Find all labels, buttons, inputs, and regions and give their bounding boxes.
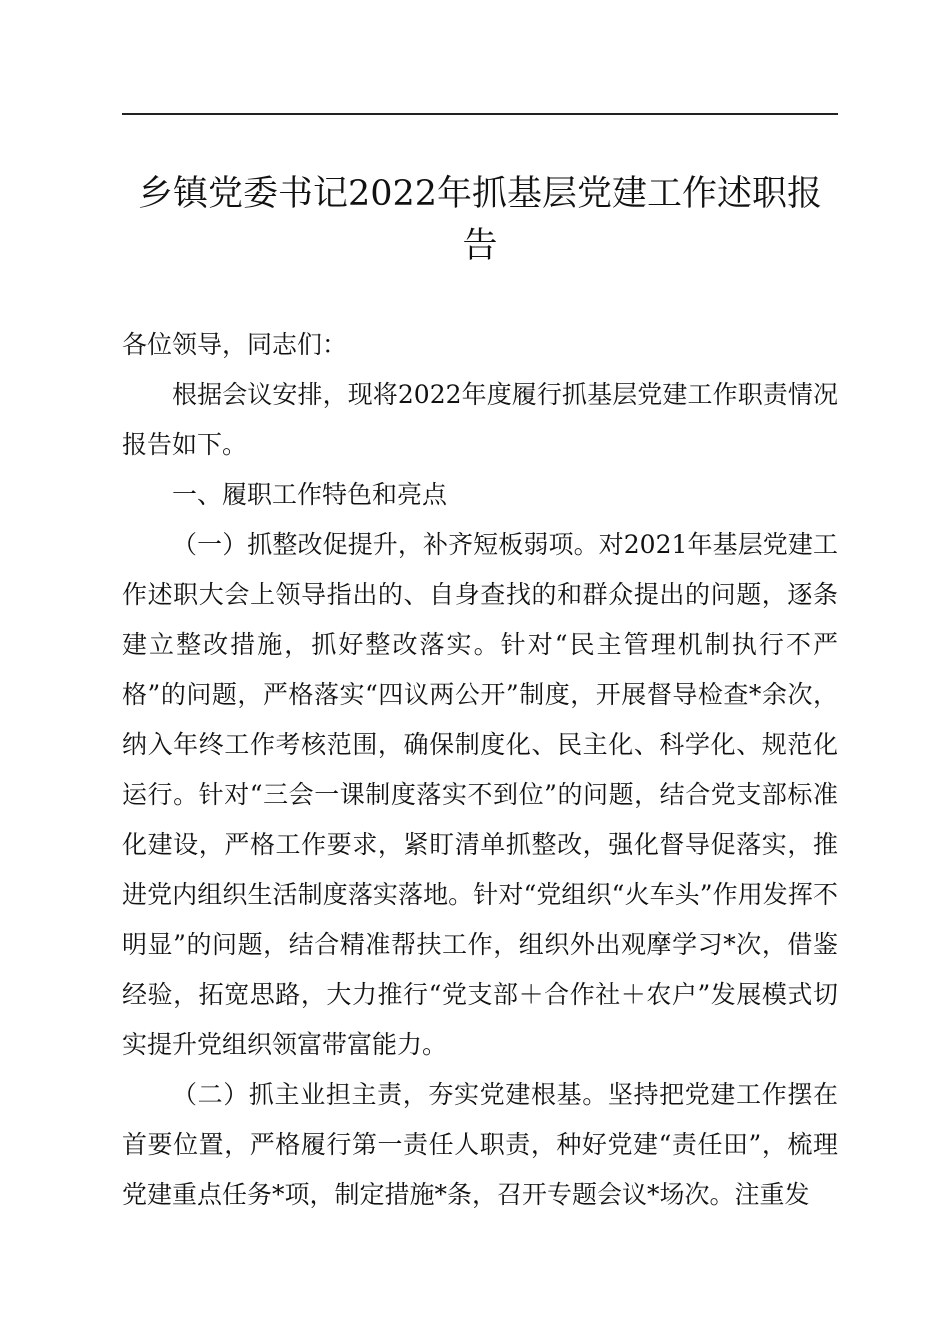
body-paragraph: （二）抓主业担主责，夯实党建根基。坚持把党建工作摆在首要位置，严格履行第一责任人职责，种好党建“责任田”，梳理党建重点任务*项，制定措施*条，召开专题会议*场次。注重发	[122, 1080, 838, 1209]
salutation: 各位领导，同志们：	[122, 330, 348, 359]
header-rule	[122, 113, 838, 115]
document-body	[122, 320, 838, 1220]
intro-paragraph: 根据会议安排，现将2022年度履行抓基层党建工作职责情况报告如下。	[122, 380, 838, 459]
body-paragraph: （一）抓整改促提升，补齐短板弱项。对2021年基层党建工作述职大会上领导指出的、自身查找的和群众提出的问题，逐条建立整改措施，抓好整改落实。针对“民主管理机制执行不严格”的问题，严格落实“四议两公开”制度，开展督导检查*余次，纳入年终工作考核范围，确保制度化、民主化、科学化、规范化运行。针对“三会一课制度落实不到位”的问题，结合党支部标准化建设，严格工作要求，紧盯清单抓整改，强化督导促落实，推进党内组织生活制度落实落地。针对“党组织“火车头”作用发挥不明显”的问题，结合精准帮扶工作，组织外出观摩学习*次，借鉴经验，拓宽思路，大力推行“党支部＋合作社＋农户”发展模式切实提升党组织领富带富能力。	[122, 530, 838, 1059]
section-heading: 一、履职工作特色和亮点	[172, 480, 448, 509]
document-title: 乡镇党委书记2022年抓基层党建工作述职报告	[137, 174, 823, 266]
